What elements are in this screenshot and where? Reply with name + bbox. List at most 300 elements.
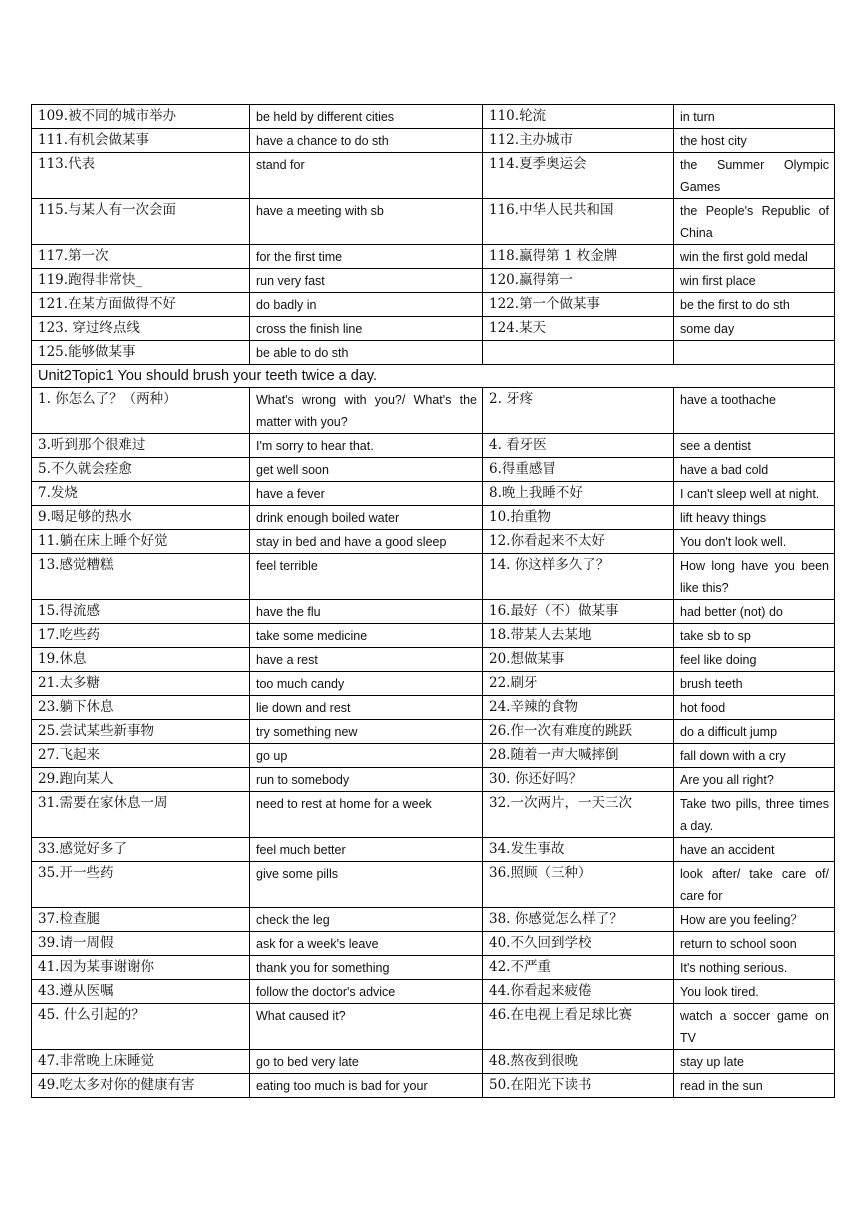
- right-chinese-cell: [483, 269, 674, 293]
- english-phrase: need to rest at home for a week: [256, 797, 432, 811]
- left-english-cell: [250, 980, 483, 1004]
- left-chinese-cell: [32, 530, 250, 554]
- english-phrase: ask for a week's leave: [256, 937, 379, 951]
- vocab-rows-after-heading: [32, 388, 835, 1098]
- entry-number: 24.: [489, 699, 511, 715]
- entry-number: 38.: [489, 911, 515, 927]
- entry-number: 5.: [38, 461, 51, 477]
- table-row: [32, 317, 835, 341]
- left-chinese-cell: [32, 932, 250, 956]
- right-chinese-cell: [483, 600, 674, 624]
- chinese-term: 需要在家休息一周: [59, 795, 168, 811]
- table-row: [32, 624, 835, 648]
- english-phrase: What caused it?: [256, 1009, 346, 1023]
- english-phrase: You look tired.: [680, 985, 759, 999]
- entry-number: 26.: [489, 723, 511, 739]
- english-phrase: win first place: [680, 274, 756, 288]
- chinese-term: 吃太多对你的健康有害: [59, 1077, 195, 1093]
- left-chinese-cell: [32, 792, 250, 838]
- left-english-cell: [250, 1074, 483, 1098]
- left-chinese-cell: [32, 458, 250, 482]
- left-english-cell: [250, 956, 483, 980]
- chinese-term: 感觉糟糕: [59, 557, 114, 573]
- entry-number: 123.: [38, 320, 69, 336]
- left-english-cell: [250, 624, 483, 648]
- english-phrase: have a rest: [256, 653, 318, 667]
- table-row: [32, 458, 835, 482]
- chinese-term: 第一次: [68, 248, 109, 264]
- left-english-cell: [250, 530, 483, 554]
- chinese-term: 与某人有一次会面: [68, 202, 177, 218]
- table-row: [32, 293, 835, 317]
- chinese-term: 跑得非常快_: [68, 272, 143, 288]
- chinese-term: 赢得第 1 枚金牌: [519, 248, 618, 264]
- english-phrase: It's nothing serious.: [680, 961, 788, 975]
- right-chinese-cell: [483, 1050, 674, 1074]
- right-chinese-cell: [483, 932, 674, 956]
- left-chinese-cell: [32, 153, 250, 199]
- english-phrase: How long have you been like this?: [680, 559, 829, 595]
- right-chinese-cell: [483, 554, 674, 600]
- entry-number: 120.: [489, 272, 520, 288]
- entry-number: 44.: [489, 983, 511, 999]
- table-row: [32, 341, 835, 365]
- entry-number: 46.: [489, 1007, 511, 1023]
- english-phrase: get well soon: [256, 463, 329, 477]
- left-chinese-cell: [32, 506, 250, 530]
- right-english-cell: [674, 458, 835, 482]
- left-english-cell: [250, 696, 483, 720]
- right-chinese-cell: [483, 720, 674, 744]
- english-phrase: Are you all right?: [680, 773, 774, 787]
- english-phrase: feel terrible: [256, 559, 318, 573]
- english-phrase: brush teeth: [680, 677, 743, 691]
- right-chinese-cell: [483, 434, 674, 458]
- entry-number: 121.: [38, 296, 69, 312]
- english-phrase: eating too much is bad for your: [256, 1079, 428, 1093]
- right-chinese-cell: [483, 530, 674, 554]
- table-row: [32, 1074, 835, 1098]
- left-chinese-cell: [32, 744, 250, 768]
- left-english-cell: [250, 600, 483, 624]
- chinese-term: 遵从医嘱: [59, 983, 114, 999]
- chinese-term: 因为某事谢谢你: [59, 959, 154, 975]
- chinese-term: 牙疼: [506, 391, 534, 407]
- chinese-term: 太多糖: [59, 675, 100, 691]
- left-chinese-cell: [32, 341, 250, 365]
- chinese-term: 主办城市: [519, 132, 574, 148]
- entry-number: 14.: [489, 557, 515, 573]
- chinese-term: 被不同的城市举办: [68, 108, 177, 124]
- entry-number: 50.: [489, 1077, 511, 1093]
- right-chinese-cell: [483, 1074, 674, 1098]
- right-english-cell: [674, 199, 835, 245]
- right-english-cell: [674, 153, 835, 199]
- chinese-term: 在电视上看足球比赛: [510, 1007, 632, 1023]
- entry-number: 10.: [489, 509, 511, 525]
- entry-number: 43.: [38, 983, 60, 999]
- left-english-cell: [250, 269, 483, 293]
- left-chinese-cell: [32, 768, 250, 792]
- table-row: [32, 792, 835, 838]
- english-phrase: stay in bed and have a good sleep: [256, 535, 447, 549]
- left-english-cell: [250, 482, 483, 506]
- chinese-term: 看牙医: [506, 437, 547, 453]
- vocabulary-sheet: [31, 104, 834, 1098]
- entry-number: 111.: [38, 132, 69, 148]
- english-phrase: fall down with a cry: [680, 749, 786, 763]
- entry-number: 34.: [489, 841, 511, 857]
- table-row: [32, 199, 835, 245]
- left-chinese-cell: [32, 105, 250, 129]
- chinese-term: 晚上我睡不好: [501, 485, 583, 501]
- entry-number: 116.: [489, 202, 520, 218]
- right-chinese-cell: [483, 199, 674, 245]
- entry-number: 114.: [489, 156, 520, 172]
- left-english-cell: [250, 434, 483, 458]
- chinese-term: 发烧: [50, 485, 78, 501]
- entry-number: 122.: [489, 296, 520, 312]
- chinese-term: 在某方面做得不好: [68, 296, 177, 312]
- chinese-term: 飞起来: [59, 747, 100, 763]
- left-english-cell: [250, 458, 483, 482]
- chinese-term: 轮流: [519, 108, 547, 124]
- left-english-cell: [250, 932, 483, 956]
- right-english-cell: [674, 293, 835, 317]
- left-english-cell: [250, 129, 483, 153]
- entry-number: 32.: [489, 795, 511, 811]
- chinese-term: 不严重: [510, 959, 551, 975]
- left-chinese-cell: [32, 388, 250, 434]
- entry-number: 49.: [38, 1077, 60, 1093]
- english-phrase: lift heavy things: [680, 511, 767, 525]
- entry-number: 112.: [489, 132, 520, 148]
- entry-number: 18.: [489, 627, 511, 643]
- english-phrase: be held by different cities: [256, 110, 395, 124]
- chinese-term: 你看起来疲倦: [510, 983, 592, 999]
- table-row: [32, 600, 835, 624]
- chinese-term: 中华人民共和国: [519, 202, 614, 218]
- right-chinese-cell: [483, 1004, 674, 1050]
- table-row: [32, 744, 835, 768]
- right-english-cell: [674, 105, 835, 129]
- left-chinese-cell: [32, 434, 250, 458]
- entry-number: 3.: [38, 437, 51, 453]
- chinese-term: 照顾（三种）: [510, 865, 592, 881]
- english-phrase: watch a soccer game on TV: [680, 1009, 829, 1045]
- table-row: [32, 269, 835, 293]
- chinese-term: 某天: [519, 320, 547, 336]
- table-row: [32, 648, 835, 672]
- entry-number: 41.: [38, 959, 60, 975]
- english-phrase: Take two pills, three times a day.: [680, 797, 829, 833]
- entry-number: 39.: [38, 935, 60, 951]
- right-chinese-cell: [483, 956, 674, 980]
- english-phrase: try something new: [256, 725, 358, 739]
- right-chinese-cell: [483, 838, 674, 862]
- right-english-cell: [674, 696, 835, 720]
- english-phrase: do a difficult jump: [680, 725, 778, 739]
- right-chinese-cell: [483, 506, 674, 530]
- entry-number: 11.: [38, 533, 60, 549]
- chinese-term: 随着一声大喊摔倒: [510, 747, 619, 763]
- english-phrase: too much candy: [256, 677, 345, 691]
- entry-number: 15.: [38, 603, 60, 619]
- entry-number: 20.: [489, 651, 511, 667]
- entry-number: 8.: [489, 485, 502, 501]
- table-row: [32, 388, 835, 434]
- left-chinese-cell: [32, 554, 250, 600]
- english-phrase: have a toothache: [680, 393, 776, 407]
- chinese-term: 带某人去某地: [510, 627, 592, 643]
- entry-number: 9.: [38, 509, 51, 525]
- english-phrase: run to somebody: [256, 773, 350, 787]
- chinese-term: 抬重物: [510, 509, 551, 525]
- entry-number: 1.: [38, 391, 56, 407]
- left-chinese-cell: [32, 696, 250, 720]
- left-english-cell: [250, 293, 483, 317]
- right-chinese-cell: [483, 648, 674, 672]
- english-phrase: the People's Republic of China: [680, 204, 829, 240]
- chinese-term: 非常晚上床睡觉: [59, 1053, 154, 1069]
- chinese-term: 你还好吗？: [514, 771, 583, 787]
- entry-number: 110.: [489, 108, 520, 124]
- english-phrase: check the leg: [256, 913, 330, 927]
- english-phrase: be the first to do sth: [680, 298, 790, 312]
- entry-number: 118.: [489, 248, 520, 264]
- left-english-cell: [250, 506, 483, 530]
- english-phrase: return to school soon: [680, 937, 797, 951]
- entry-number: 4.: [489, 437, 507, 453]
- entry-number: 31.: [38, 795, 60, 811]
- vocabulary-table: [31, 104, 835, 1098]
- english-phrase: take sb to sp: [680, 629, 751, 643]
- left-english-cell: [250, 720, 483, 744]
- left-chinese-cell: [32, 1004, 250, 1050]
- chinese-term: 一次两片，一天三次: [510, 795, 632, 811]
- right-chinese-cell: [483, 105, 674, 129]
- right-english-cell: [674, 388, 835, 434]
- entry-number: 42.: [489, 959, 511, 975]
- chinese-term: 代表: [68, 156, 96, 172]
- table-row: [32, 1004, 835, 1050]
- entry-number: 30.: [489, 771, 515, 787]
- left-english-cell: [250, 317, 483, 341]
- chinese-term: 你看起来不太好: [510, 533, 605, 549]
- chinese-term: 有机会做某事: [68, 132, 150, 148]
- right-chinese-cell: [483, 317, 674, 341]
- right-english-cell: [674, 269, 835, 293]
- chinese-term: 在阳光下读书: [510, 1077, 592, 1093]
- right-english-cell: [674, 482, 835, 506]
- english-phrase: drink enough boiled water: [256, 511, 400, 525]
- left-english-cell: [250, 1050, 483, 1074]
- left-english-cell: [250, 341, 483, 365]
- right-english-cell: [674, 434, 835, 458]
- table-row: [32, 720, 835, 744]
- left-english-cell: [250, 792, 483, 838]
- table-row: [32, 153, 835, 199]
- english-phrase: win the first gold medal: [680, 250, 808, 264]
- left-chinese-cell: [32, 648, 250, 672]
- left-chinese-cell: [32, 293, 250, 317]
- entry-number: 37.: [38, 911, 60, 927]
- english-phrase: feel like doing: [680, 653, 757, 667]
- right-english-cell: [674, 792, 835, 838]
- left-english-cell: [250, 672, 483, 696]
- english-phrase: have a bad cold: [680, 463, 769, 477]
- chinese-term: 你这样多久了？: [514, 557, 610, 573]
- english-phrase: go to bed very late: [256, 1055, 359, 1069]
- left-chinese-cell: [32, 129, 250, 153]
- english-phrase: have an accident: [680, 843, 775, 857]
- table-row: [32, 129, 835, 153]
- left-english-cell: [250, 1004, 483, 1050]
- right-chinese-cell: [483, 624, 674, 648]
- english-phrase: give some pills: [256, 867, 338, 881]
- chinese-term: 喝足够的热水: [50, 509, 132, 525]
- english-phrase: I'm sorry to hear that.: [256, 439, 374, 453]
- english-phrase: thank you for something: [256, 961, 390, 975]
- chinese-term: 不久就会痊愈: [50, 461, 132, 477]
- right-chinese-cell: [483, 388, 674, 434]
- right-chinese-cell: [483, 129, 674, 153]
- entry-number: 45.: [38, 1007, 64, 1023]
- chinese-term: 请一周假: [59, 935, 114, 951]
- section-heading-group: [32, 365, 835, 388]
- table-row: [32, 672, 835, 696]
- entry-number: 36.: [489, 865, 511, 881]
- left-english-cell: [250, 388, 483, 434]
- table-row: [32, 696, 835, 720]
- table-row: [32, 506, 835, 530]
- left-chinese-cell: [32, 862, 250, 908]
- right-english-cell: [674, 672, 835, 696]
- chinese-term: 感觉好多了: [59, 841, 127, 857]
- english-phrase: do badly in: [256, 298, 317, 312]
- entry-number: 47.: [38, 1053, 60, 1069]
- right-english-cell: [674, 530, 835, 554]
- entry-number: 22.: [489, 675, 511, 691]
- entry-number: 19.: [38, 651, 60, 667]
- entry-number: 48.: [489, 1053, 511, 1069]
- left-english-cell: [250, 554, 483, 600]
- english-phrase: How are you feeling？: [680, 913, 803, 927]
- table-row: [32, 932, 835, 956]
- left-chinese-cell: [32, 838, 250, 862]
- chinese-term: 躺下休息: [59, 699, 114, 715]
- english-phrase: have a chance to do sth: [256, 134, 389, 148]
- english-phrase: hot food: [680, 701, 726, 715]
- entry-number: 35.: [38, 865, 60, 881]
- entry-number: 40.: [489, 935, 511, 951]
- right-chinese-cell: [483, 245, 674, 269]
- right-english-cell: [674, 768, 835, 792]
- english-phrase: You don't look well.: [680, 535, 787, 549]
- chinese-term: 穿过终点线: [68, 320, 140, 336]
- english-phrase: have a fever: [256, 487, 325, 501]
- english-phrase: the Summer Olympic Games: [680, 158, 829, 194]
- chinese-term: 躺在床上睡个好觉: [59, 533, 168, 549]
- right-chinese-cell: [483, 153, 674, 199]
- entry-number: 119.: [38, 272, 69, 288]
- left-chinese-cell: [32, 980, 250, 1004]
- left-english-cell: [250, 908, 483, 932]
- entry-number: 7.: [38, 485, 51, 501]
- left-chinese-cell: [32, 672, 250, 696]
- right-english-cell: [674, 908, 835, 932]
- left-english-cell: [250, 838, 483, 862]
- table-row: [32, 434, 835, 458]
- right-chinese-cell: [483, 792, 674, 838]
- chinese-term: 不久回到学校: [510, 935, 592, 951]
- english-phrase: have the flu: [256, 605, 321, 619]
- entry-number: 25.: [38, 723, 60, 739]
- right-english-cell: [674, 1074, 835, 1098]
- right-english-cell: [674, 341, 835, 365]
- chinese-term: 你怎么了？（两种）: [55, 391, 177, 407]
- table-row: [32, 838, 835, 862]
- left-chinese-cell: [32, 956, 250, 980]
- chinese-term: 辛辣的食物: [510, 699, 578, 715]
- right-english-cell: [674, 720, 835, 744]
- table-row: [32, 768, 835, 792]
- entry-number: 17.: [38, 627, 60, 643]
- chinese-term: 你感觉怎么样了？: [514, 911, 623, 927]
- chinese-term: 得流感: [59, 603, 100, 619]
- table-row: [32, 245, 835, 269]
- right-english-cell: [674, 317, 835, 341]
- right-english-cell: [674, 624, 835, 648]
- right-chinese-cell: [483, 744, 674, 768]
- english-phrase: I can't sleep well at night.: [680, 487, 820, 501]
- right-chinese-cell: [483, 672, 674, 696]
- right-english-cell: [674, 245, 835, 269]
- right-english-cell: [674, 600, 835, 624]
- chinese-term: 吃些药: [59, 627, 100, 643]
- english-phrase: be able to do sth: [256, 346, 349, 360]
- table-row: [32, 482, 835, 506]
- english-phrase: for the first time: [256, 250, 343, 264]
- chinese-term: 熬夜到很晚: [510, 1053, 578, 1069]
- english-phrase: feel much better: [256, 843, 346, 857]
- left-chinese-cell: [32, 600, 250, 624]
- right-english-cell: [674, 956, 835, 980]
- chinese-term: 检查腿: [59, 911, 100, 927]
- right-chinese-cell: [483, 768, 674, 792]
- chinese-term: 能够做某事: [68, 344, 136, 360]
- english-phrase: What's wrong with you?/ What's the matter with you?: [256, 393, 477, 429]
- entry-number: 16.: [489, 603, 511, 619]
- entry-number: 23.: [38, 699, 60, 715]
- english-phrase: read in the sun: [680, 1079, 763, 1093]
- left-chinese-cell: [32, 1074, 250, 1098]
- chinese-term: 尝试某些新事物: [59, 723, 154, 739]
- right-english-cell: [674, 129, 835, 153]
- right-chinese-cell: [483, 293, 674, 317]
- left-english-cell: [250, 153, 483, 199]
- chinese-term: 最好（不）做某事: [510, 603, 619, 619]
- left-chinese-cell: [32, 482, 250, 506]
- left-chinese-cell: [32, 720, 250, 744]
- table-row: [32, 956, 835, 980]
- left-chinese-cell: [32, 624, 250, 648]
- english-phrase: see a dentist: [680, 439, 751, 453]
- entry-number: 113.: [38, 156, 69, 172]
- chinese-term: 开一些药: [59, 865, 114, 881]
- right-english-cell: [674, 1004, 835, 1050]
- left-chinese-cell: [32, 908, 250, 932]
